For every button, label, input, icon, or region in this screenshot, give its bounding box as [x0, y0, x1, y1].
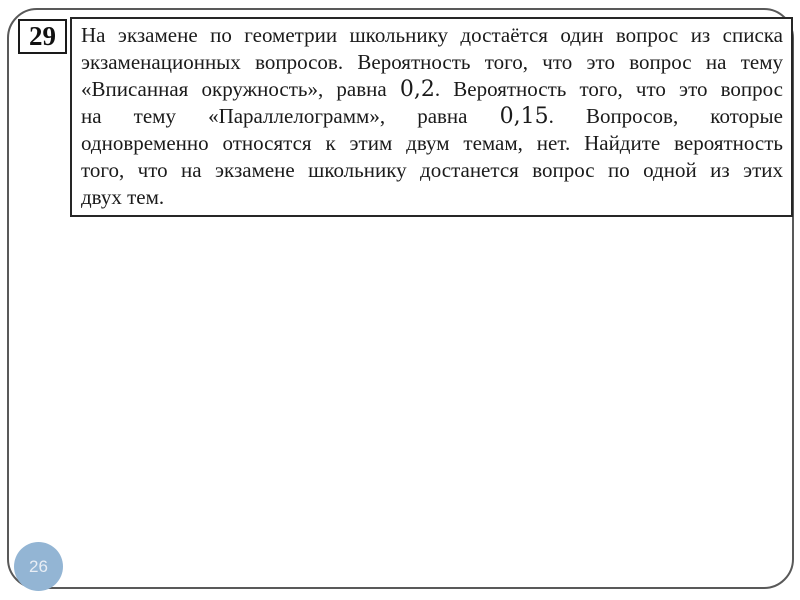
- question-line: на тему «Параллелограмм», равна 0,15. Вопросов, которые: [81, 104, 783, 129]
- question-number-box: [18, 19, 67, 54]
- page-number: 26: [29, 556, 48, 576]
- question-line: экзаменационных вопросов. Вероятность того, что это вопрос на тему: [81, 50, 783, 74]
- question-text-box: [70, 17, 793, 217]
- question-number: 29: [29, 21, 56, 51]
- question-line: «Вписанная окружность», равна 0,2. Вероятность того, что это вопрос: [81, 77, 783, 102]
- page-number-badge: [14, 542, 63, 591]
- question-line: На экзамене по геометрии школьнику достаётся один вопрос из списка: [81, 23, 783, 47]
- question-line: одновременно относятся к этим двум темам, нет. Найдите вероятность: [81, 131, 783, 155]
- probability-value: 0,2: [399, 77, 435, 102]
- question-line: двух тем.: [81, 185, 165, 209]
- question-line: того, что на экзамене школьнику достанется вопрос по одной из этих: [81, 158, 783, 182]
- probability-value: 0,15: [499, 104, 549, 129]
